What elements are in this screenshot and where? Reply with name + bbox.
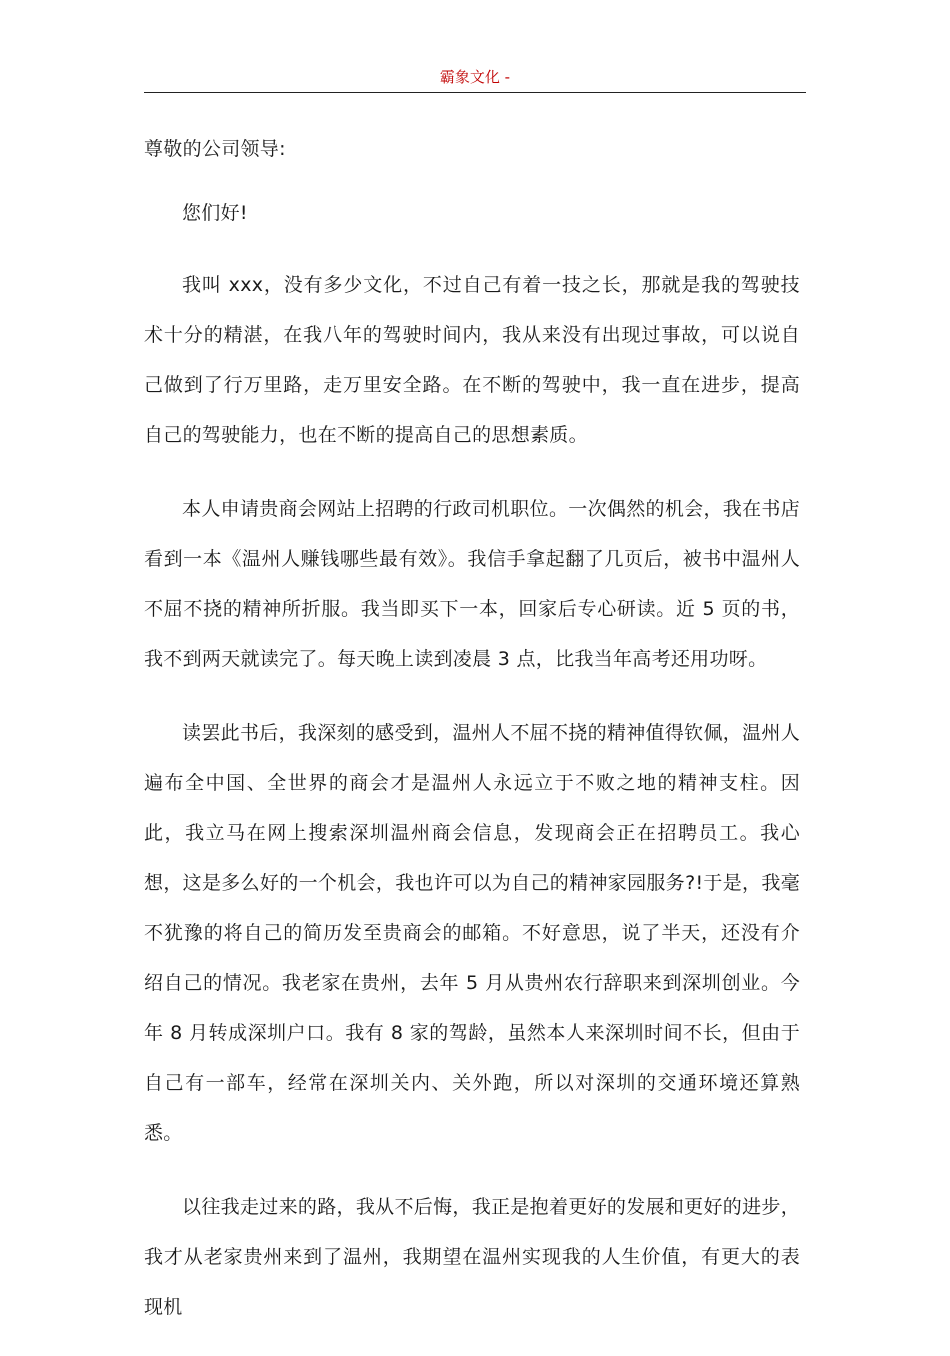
- letter-greeting: 您们好!: [182, 202, 248, 224]
- paragraph-aspiration: 以往我走过来的路，我从不后悔，我正是抱着更好的发展和更好的进步，我才从老家贵州来到了温州，我期望在温州实现我的人生价值，有更大的表现机: [144, 1196, 800, 1318]
- page-header: [144, 66, 806, 93]
- letter-body: [144, 124, 800, 1356]
- letter-salutation: 尊敬的公司领导:: [144, 138, 286, 160]
- header-title: 霸象文化 -: [439, 68, 511, 86]
- paragraph-application: 本人申请贵商会网站上招聘的行政司机职位。一次偶然的机会，我在书店看到一本《温州人赚钱哪些最有效》。我信手拿起翻了几页后，被书中温州人不屈不挠的精神所折服。我当即买下一本，回家后专心研读。近 5 页的书，我不到两天就读完了。每天晚上读到凌晨 3 点，比我当年高考还用功呀。: [144, 498, 800, 670]
- paragraph-background: 读罢此书后，我深刻的感受到，温州人不屈不挠的精神值得钦佩，温州人遍布全中国、全世界的商会才是温州人永远立于不败之地的精神支柱。因此，我立马在网上搜索深圳温州商会信息，发现商会正在招聘员工。我心想，这是多么好的一个机会，我也许可以为自己的精神家园服务?!于是，我毫不犹豫的将自己的简历发至贵商会的邮箱。不好意思，说了半天，还没有介绍自己的情况。我老家在贵州，去年 5 月从贵州农行辞职来到深圳创业。今年 8 月转成深圳户口。我有 8 家的驾龄，虽然本人来深圳时间不长，但由于自己有一部车，经常在深圳关内、关外跑，所以对深圳的交通环境还算熟悉。: [144, 722, 800, 1144]
- paragraph-introduction: 我叫 xxx，没有多少文化，不过自己有着一技之长，那就是我的驾驶技术十分的精湛，在我八年的驾驶时间内，我从来没有出现过事故，可以说自己做到了行万里路，走万里安全路。在不断的驾驶中，我一直在进步，提高自己的驾驶能力，也在不断的提高自己的思想素质。: [144, 274, 800, 446]
